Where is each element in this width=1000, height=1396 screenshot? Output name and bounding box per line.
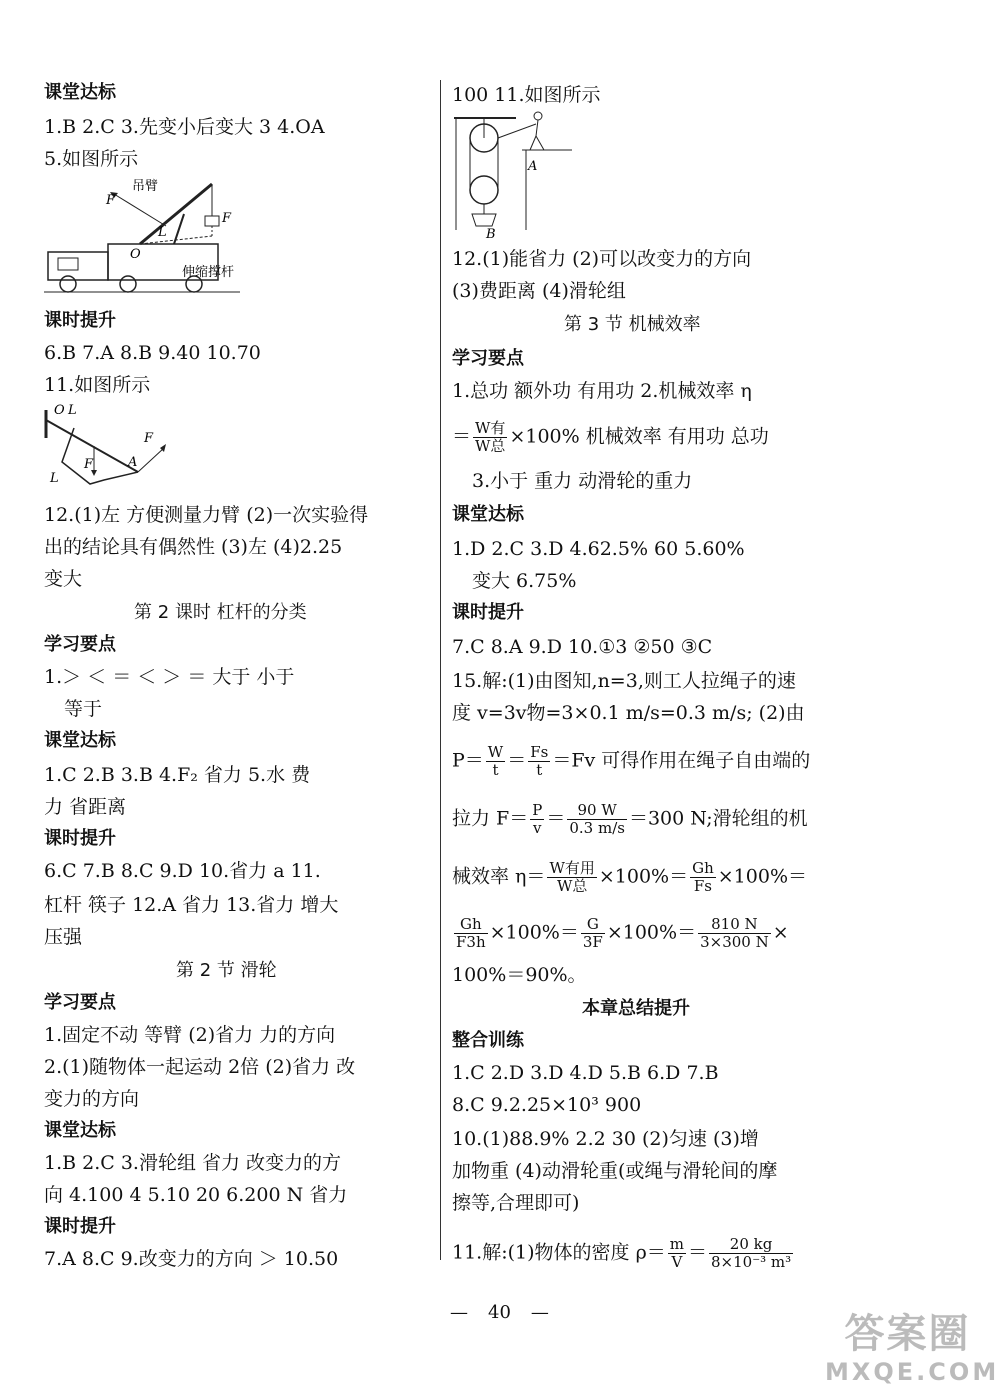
lesson-title: 第 3 节 机械效率 — [564, 314, 701, 335]
svg-text:A: A — [528, 159, 538, 174]
answer-line: 等于 — [64, 698, 103, 720]
section-heading: 课时提升 — [452, 602, 524, 623]
answer-line: 100 11.如图所示 — [452, 84, 601, 106]
answer-line: 1.＞ ＜ ＝ ＜ ＞ ＝ 大于 小于 — [44, 666, 295, 688]
section-heading: 课时提升 — [44, 828, 116, 849]
answer-line: 5.如图所示 — [44, 148, 139, 170]
svg-text:A: A — [128, 455, 138, 470]
section-heading: 课堂达标 — [44, 82, 116, 103]
svg-text:L: L — [50, 471, 59, 486]
lever-figure — [44, 402, 174, 498]
svg-text:O: O — [54, 403, 65, 418]
formula-line: 11.解:(1)物体的密度 ρ＝ $\frac{m}{V}$ ＝ $\frac{20 kg}{\text{8×10⁻³ m³}}$ — [452, 1235, 792, 1271]
lesson-title: 本章总结提升 — [582, 998, 690, 1019]
pulley-figure — [452, 110, 582, 240]
answer-line: 擦等,合理即可) — [452, 1192, 580, 1214]
answer-line: 7.C 8.A 9.D 10.①3 ②50 ③C — [452, 636, 713, 658]
answer-line: 变大 — [44, 568, 83, 590]
answer-line: 变大 6.75% — [472, 570, 577, 592]
section-heading: 学习要点 — [44, 992, 116, 1013]
lesson-title: 第 2 节 滑轮 — [176, 960, 277, 981]
formula-line: 拉力 F＝ $\frac{P}{v}$ ＝ $\frac{90 W}{0.3 m/s}$ ＝300 N;滑轮组的机 — [452, 801, 808, 837]
formula-line: ＝ $\frac{\text{W有}}{\text{W总}}$ ×100% 机械效率 有用功 总功 — [452, 419, 769, 455]
lesson-title: 第 2 课时 杠杆的分类 — [134, 602, 307, 623]
answer-line: 100%＝90%。 — [452, 964, 587, 986]
answer-line: 度 v=3v物=3×0.1 m/s=0.3 m/s; (2)由 — [452, 702, 805, 724]
section-heading: 学习要点 — [452, 348, 524, 369]
section-heading: 整合训练 — [452, 1030, 524, 1051]
section-heading: 课堂达标 — [44, 730, 116, 751]
section-heading: 课时提升 — [44, 310, 116, 331]
page-number: — 40 — — [450, 1302, 549, 1323]
answer-line: 出的结论具有偶然性 (3)左 (4)2.25 — [44, 536, 343, 558]
answer-line: 15.解:(1)由图知,n=3,则工人拉绳子的速 — [452, 670, 796, 692]
svg-text:吊臂: 吊臂 — [132, 179, 159, 194]
answer-line: 1.B 2.C 3.先变小后变大 3 4.OA — [44, 116, 325, 138]
formula-line: $\frac{Gh}{F3h}$ ×100%＝ $\frac{G}{3F}$ ×100%＝ $\frac{810 N}{3\times 300 N}$ × — [456, 915, 789, 951]
svg-text:F: F — [106, 193, 116, 208]
answer-line: 12.(1)能省力 (2)可以改变力的方向 — [452, 248, 752, 270]
section-heading: 课时提升 — [44, 1216, 116, 1237]
answer-line: 加物重 (4)动滑轮重(或绳与滑轮间的摩 — [452, 1160, 778, 1182]
svg-text:F: F — [144, 431, 154, 446]
answer-line: 1.固定不动 等臂 (2)省力 力的方向 — [44, 1024, 336, 1046]
svg-text:B: B — [486, 227, 496, 240]
answer-line: 11.如图所示 — [44, 374, 151, 396]
answer-line: 变力的方向 — [44, 1088, 140, 1110]
answer-line: 3.小于 重力 动滑轮的重力 — [472, 470, 693, 492]
answer-line: 1.C 2.D 3.D 4.D 5.B 6.D 7.B — [452, 1062, 719, 1084]
answer-line: 8.C 9.2.25×10³ 900 — [452, 1094, 642, 1116]
answer-line: 力 省距离 — [44, 796, 127, 818]
answer-line: 12.(1)左 方便测量力臂 (2)一次实验得 — [44, 504, 369, 526]
section-heading: 课堂达标 — [44, 1120, 116, 1141]
answer-line: 杠杆 筷子 12.A 省力 13.省力 增大 — [44, 894, 339, 916]
svg-text:O: O — [130, 247, 141, 262]
answer-line: 压强 — [44, 926, 83, 948]
answer-line: 1.总功 额外功 有用功 2.机械效率 η — [452, 380, 752, 402]
svg-text:L: L — [158, 225, 167, 240]
svg-text:伸缩撑杆: 伸缩撑杆 — [182, 265, 235, 280]
answer-line: 向 4.100 4 5.10 20 6.200 N 省力 — [44, 1184, 348, 1206]
answer-line: 1.B 2.C 3.滑轮组 省力 改变力的方 — [44, 1152, 342, 1174]
answer-line: 6.C 7.B 8.C 9.D 10.省力 a 11. — [44, 860, 321, 882]
svg-text:F: F — [84, 457, 94, 472]
crane-figure — [44, 174, 244, 296]
column-divider — [440, 80, 441, 1260]
formula-line: P＝ $\frac{W}{t}$ ＝ $\frac{Fs}{t}$ ＝Fv 可得作用在绳子自由端的 — [452, 743, 811, 779]
svg-text:F: F — [222, 211, 232, 226]
answer-line: 7.A 8.C 9.改变力的方向 ＞ 10.50 — [44, 1248, 339, 1270]
answer-line: 6.B 7.A 8.B 9.40 10.70 — [44, 342, 261, 364]
answer-line: 1.C 2.B 3.B 4.F₂ 省力 5.水 费 — [44, 764, 311, 786]
watermark-logo: 答案圈 MXQE.COM — [825, 1311, 1000, 1386]
answer-line: 1.D 2.C 3.D 4.62.5% 60 5.60% — [452, 538, 745, 560]
section-heading: 课堂达标 — [452, 504, 524, 525]
answer-line: 2.(1)随物体一起运动 2倍 (2)省力 改 — [44, 1056, 356, 1078]
answer-line: 10.(1)88.9% 2.2 30 (2)匀速 (3)增 — [452, 1128, 759, 1150]
section-heading: 学习要点 — [44, 634, 116, 655]
svg-text:L: L — [68, 403, 77, 418]
answer-line: (3)费距离 (4)滑轮组 — [452, 280, 626, 302]
formula-line: 械效率 η＝ $\frac{\text{W有用}}{\text{W总}}$ ×100%＝ $\frac{Gh}{Fs}$ ×100%＝ — [452, 859, 808, 895]
